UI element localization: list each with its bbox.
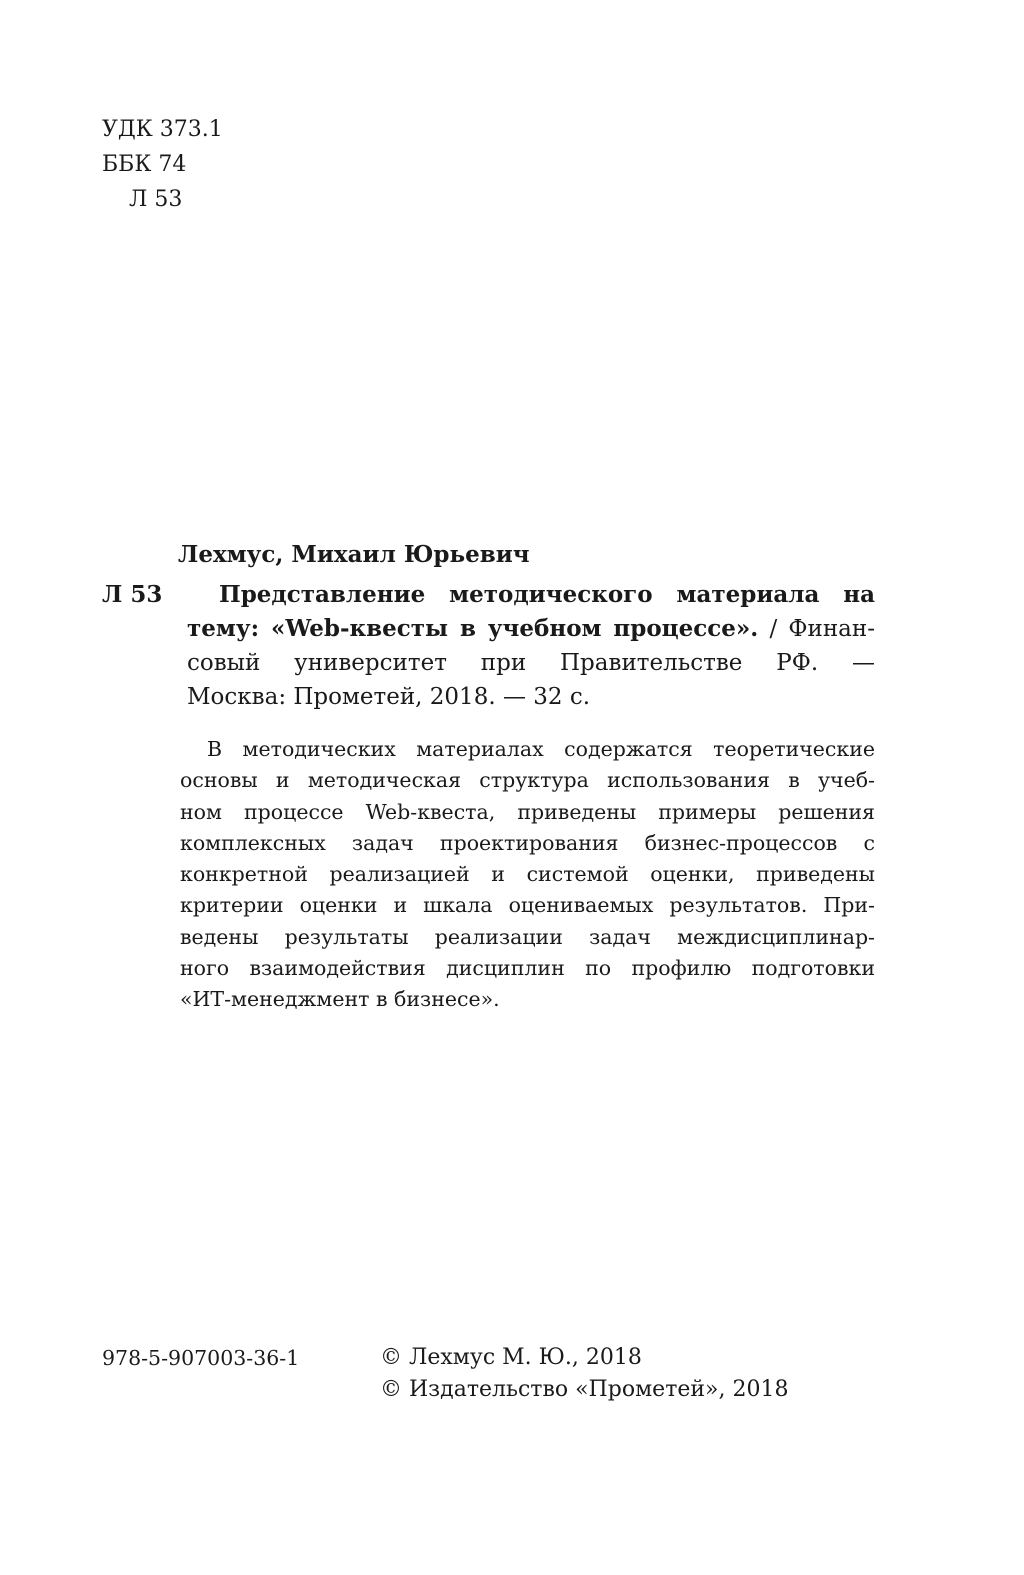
annotation-line: конкретной реализацией и системой оценки, приведены bbox=[180, 862, 875, 887]
author-sign: Л 53 bbox=[129, 187, 183, 212]
annotation-line: ведены результаты реализации задач междисциплинар- bbox=[180, 924, 875, 949]
annotation-line: ном процессе Web-квеста, приведены примеры решения bbox=[180, 799, 875, 824]
description-text: / Финан- bbox=[758, 616, 875, 642]
copyright-publisher: © Издательство «Прометей», 2018 bbox=[380, 1377, 789, 1402]
title-text: Представление методического материала на bbox=[219, 581, 875, 608]
annotation-line: основы и методическая структура использования в учеб- bbox=[180, 768, 875, 793]
annotation-line: комплексных задач проектирования бизнес-процессов с bbox=[180, 830, 875, 855]
copyright-author: © Лехмус М. Ю., 2018 bbox=[380, 1345, 642, 1370]
description-line bbox=[187, 612, 875, 646]
udk-code: УДК 373.1 bbox=[102, 117, 223, 142]
description-text: совый университет при Правительстве РФ. — bbox=[187, 650, 875, 676]
description-line bbox=[187, 578, 875, 612]
annotation-line: критерии оценки и шкала оцениваемых результатов. При- bbox=[180, 893, 875, 918]
author-cipher: Л 53 bbox=[102, 581, 163, 608]
annotation-line: «ИТ-менеджмент в бизнесе». bbox=[180, 987, 500, 1012]
classification-codes bbox=[102, 112, 223, 217]
title-text: тему: «Web-квесты в учебном процессе». bbox=[187, 615, 759, 642]
author-heading: Лехмус, Михаил Юрьевич bbox=[178, 541, 530, 568]
copyright-block bbox=[380, 1342, 789, 1406]
description-line bbox=[187, 646, 875, 680]
isbn: 978-5-907003-36-1 bbox=[102, 1346, 300, 1370]
description-line bbox=[187, 680, 875, 714]
bbk-code: ББК 74 bbox=[102, 152, 187, 177]
bibliographic-description bbox=[187, 578, 875, 714]
annotation bbox=[180, 734, 875, 1016]
description-text: Москва: Прометей, 2018. — 32 с. bbox=[187, 684, 591, 710]
annotation-line: В методических материалах содержатся теоретические bbox=[207, 737, 875, 761]
annotation-line: ного взаимодействия дисциплин по профилю подготовки bbox=[180, 956, 875, 981]
